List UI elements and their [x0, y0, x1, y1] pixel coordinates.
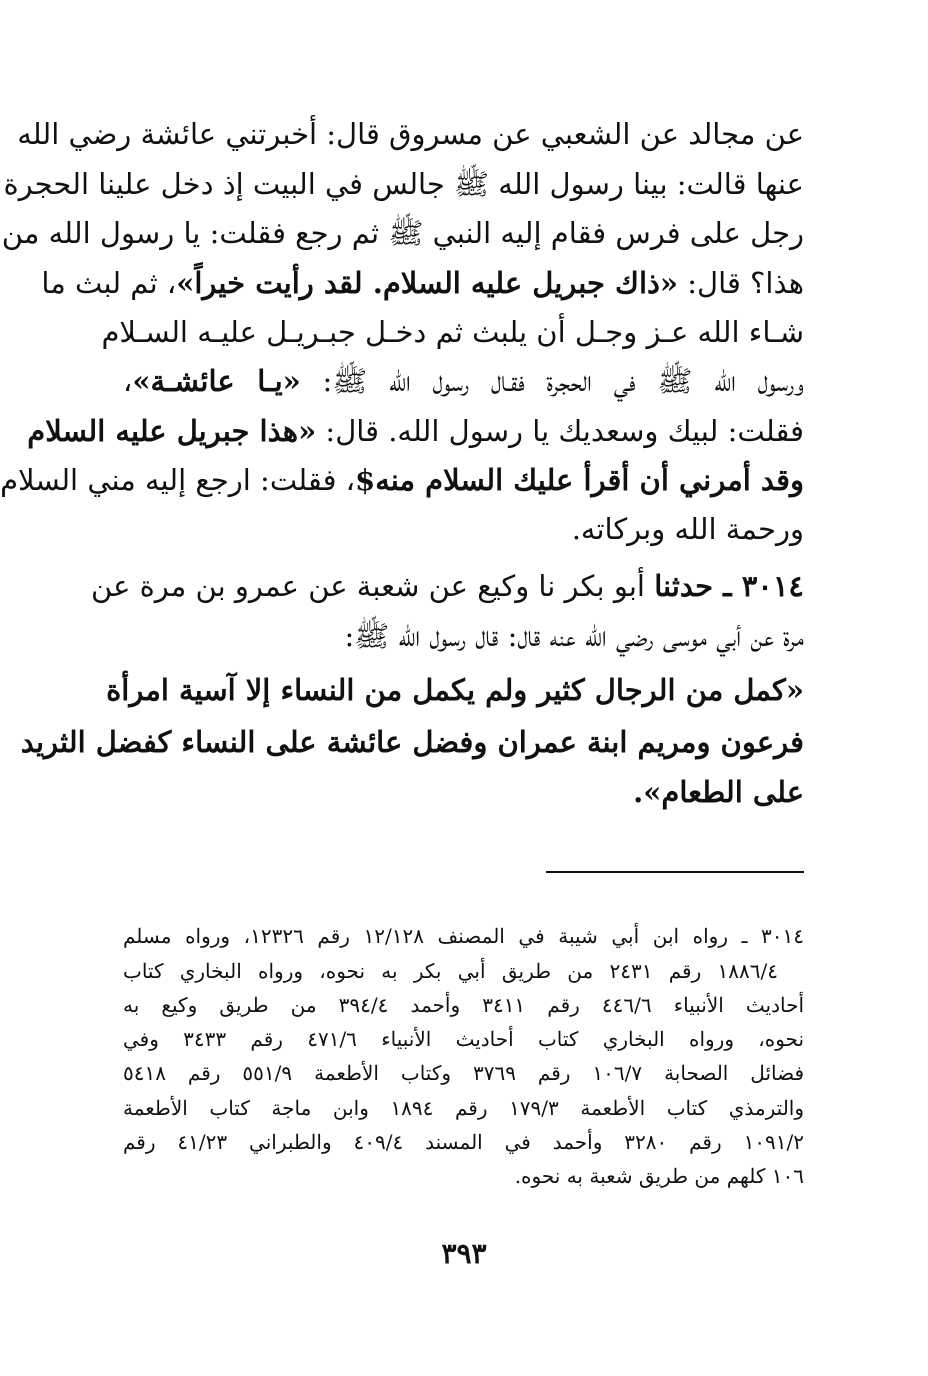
body-line-8: وقد أمرني أن أقرأ عليك السلام منه$، فقلت: ارجع إليه مني السلام — [0, 463, 804, 497]
body-line-9: ورحمة الله وبركاته. — [571, 512, 804, 546]
page-number: ٣٩٣ — [441, 1237, 487, 1270]
footnote-line-2: ١٨٨٦/٤ رقم ٢٤٣١ من طريق أبي بكر به نحوه، ورواه البخاري كتاب — [123, 959, 778, 983]
footnote-line-4: نحوه، ورواه البخاري كتاب أحاديث الأنبياء ٤٧١/٦ رقم ٣٤٣٣ وفي — [123, 1027, 805, 1051]
body-line-5: شـاء الله عـز وجـل أن يلبث ثم دخـل جبـريـل عليـه السـلام — [101, 315, 804, 349]
body-line-2: عنها قالت: بينا رسول الله ﷺ جالس في البيت إذ دخل علينا الحجرة — [3, 167, 804, 201]
footnote-line-5: فضائل الصحابة ١٠٦/٧ رقم ٣٧٦٩ وكتاب الأطعمة ٥٥١/٩ رقم ٥٤١٨ — [123, 1061, 805, 1085]
footnote-line-8: ١٠٦ كلهم من طريق شعبة به نحوه. — [514, 1164, 804, 1188]
footnote-separator — [546, 871, 804, 873]
body-line-6: ورسول الله ﷺ في الحجرة فقـال رسول الله ﷺ: «يـا عائشـة»، — [123, 364, 805, 398]
hadith-3014-line-1: ٣٠١٤ ـ حدثنا أبو بكر نا وكيع عن شعبة عن عمرو بن مرة عن — [91, 569, 804, 603]
footnote-line-6: والترمذي كتاب الأطعمة ١٧٩/٣ رقم ١٨٩٤ وابن ماجة كتاب الأطعمة — [123, 1096, 804, 1120]
body-line-1: عن مجالد عن الشعبي عن مسروق قال: أخبرتني عائشة رضي الله — [17, 117, 804, 151]
body-line-4: هذا؟ قال: «ذاك جبريل عليه السلام. لقد رأيت خيراً»، ثم لبث ما — [41, 266, 804, 300]
body-line-3: رجل على فرس فقام إليه النبي ﷺ ثم رجع فقلت: يا رسول الله من — [1, 216, 804, 250]
footnote-line-1: ٣٠١٤ ـ رواه ابن أبي شيبة في المصنف ١٢/١٢٨ رقم ١٢٣٢٦، ورواه مسلم — [123, 924, 804, 948]
hadith-quote-line-2: فرعون ومريم ابنة عمران وفضل عائشة على النساء كفضل الثريد — [20, 725, 804, 759]
footnote-line-7: ١٠٩١/٢ رقم ٣٢٨٠ وأحمد في المسند ٤٠٩/٤ والطبراني ٤١/٢٣ رقم — [123, 1130, 805, 1154]
hadith-quote-line-1: «كمل من الرجال كثير ولم يكمل من النساء إلا آسية امرأة — [106, 673, 804, 707]
hadith-quote-line-3: على الطعام». — [633, 775, 804, 809]
footnote-line-3: أحاديث الأنبياء ٤٤٦/٦ رقم ٣٤١١ وأحمد ٣٩٤/٤ من طريق وكيع به — [123, 993, 805, 1017]
body-line-7: فقلت: لبيك وسعديك يا رسول الله. قال: «هذا جبريل عليه السلام — [27, 414, 804, 448]
hadith-3014-line-2: مرة عن أبي موسى رضي الله عنه قال: قال رسول الله ﷺ: — [344, 619, 804, 653]
